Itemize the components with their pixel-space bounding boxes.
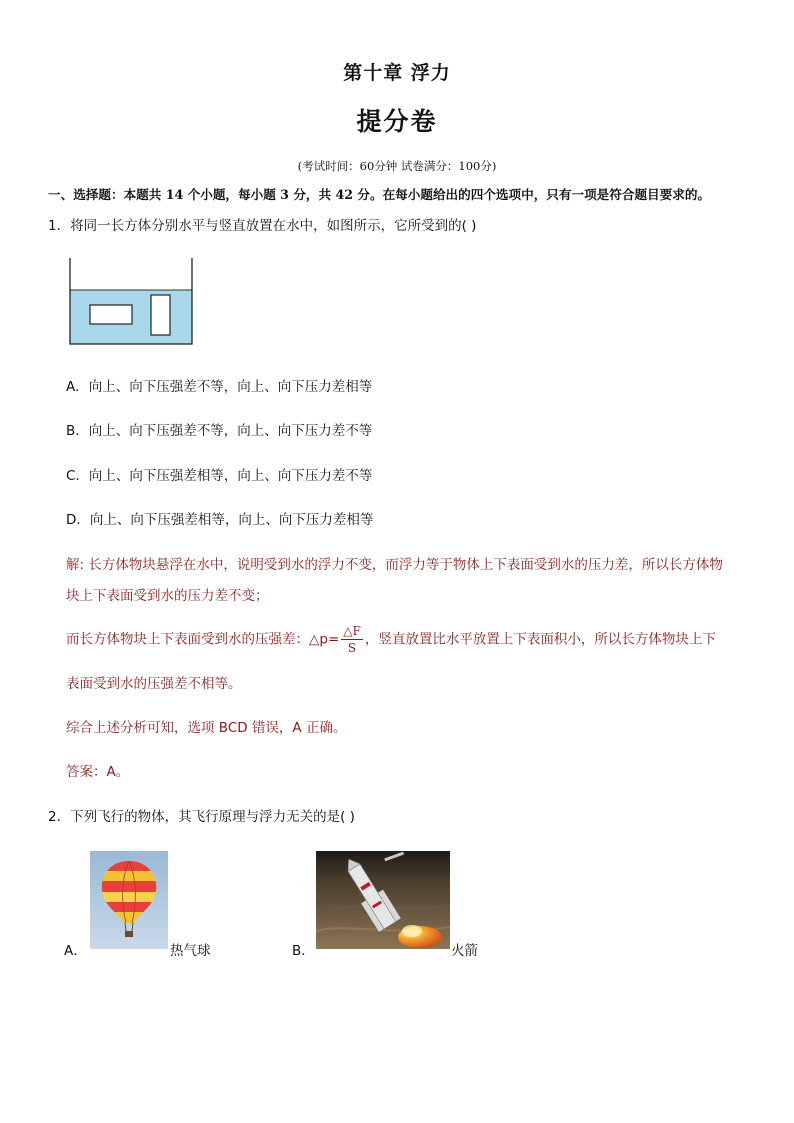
balloon-basket xyxy=(125,931,133,937)
chapter-title: 第十章 浮力 xyxy=(343,62,451,84)
vertical-block xyxy=(151,295,170,335)
solution-line-5: 综合上述分析可知，选项 BCD 错误，A 正确。 xyxy=(66,720,347,736)
pressure-fraction xyxy=(341,623,363,656)
solution-line-4: 表面受到水的压强差不相等。 xyxy=(66,676,242,692)
section-instruction: 一、选择题：本题共 14 个小题，每小题 3 分，共 42 分。在每小题给出的四个选项中，只有一项是符合题目要求的。 xyxy=(48,187,711,202)
horizontal-block xyxy=(90,305,132,324)
exam-info: (考试时间：60分钟 试卷满分：100分) xyxy=(297,159,497,173)
question-2-option-b-letter: B． xyxy=(292,943,315,959)
question-2-option-a-label: 热气球 xyxy=(170,943,211,959)
fraction-numerator: △F xyxy=(343,624,361,638)
container-diagram xyxy=(68,258,196,348)
question-1-stem: 1．将同一长方体分别水平与竖直放置在水中，如图所示，它所受到的( ) xyxy=(48,218,477,234)
paper-subtitle: 提分卷 xyxy=(356,107,438,136)
rocket-image xyxy=(316,851,450,949)
fraction-denominator: S xyxy=(347,641,357,655)
question-1-option-c: C．向上、向下压强差相等，向上、向下压力差不等 xyxy=(66,468,373,484)
solution-line-3-post: ，竖直放置比水平放置上下表面积小，所以长方体物块上下 xyxy=(364,631,716,648)
solution-line-2: 块上下表面受到水的压力差不变； xyxy=(66,588,269,604)
solution-line-3 xyxy=(66,623,716,656)
question-1-option-b: B．向上、向下压强差不等，向上、向下压力差不等 xyxy=(66,423,373,439)
question-1-option-a: A．向上、向下压强差不等，向上、向下压力差相等 xyxy=(66,379,373,395)
question-1-option-d: D．向上、向下压强差相等，向上、向下压力差相等 xyxy=(66,512,374,528)
question-2-stem: 2．下列飞行的物体，其飞行原理与浮力无关的是( ) xyxy=(48,809,355,825)
solution-line-1: 解: 长方体物块悬浮在水中，说明受到水的浮力不变，而浮力等于物体上下表面受到水的压力差，所以长方体物 xyxy=(66,557,723,573)
question-2-option-a-letter: A． xyxy=(64,943,87,959)
hot-air-balloon-image xyxy=(90,851,168,949)
solution-line-3-pre: 而长方体物块上下表面受到水的压强差：△p= xyxy=(66,631,340,648)
question-2-option-b-label: 火箭 xyxy=(451,943,478,959)
answer-line: 答案：A。 xyxy=(66,764,130,780)
